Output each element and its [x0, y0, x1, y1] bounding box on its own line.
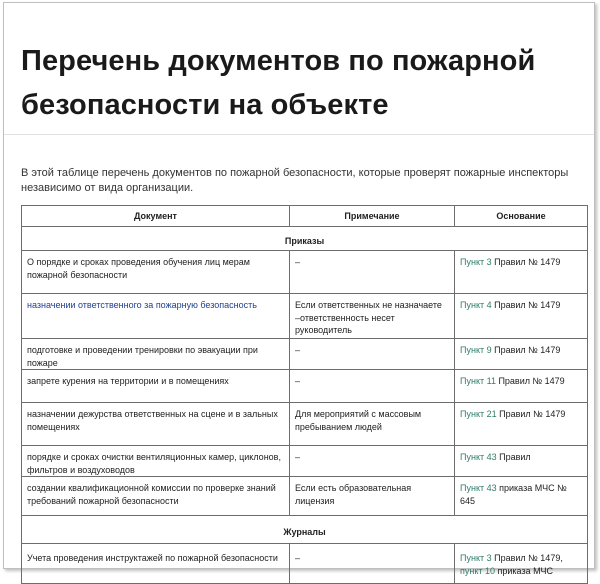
basis-link[interactable]: Пункт 3 — [460, 553, 492, 563]
cell-document: подготовке и проведении тренировки по эвакуации при пожаре — [22, 339, 290, 370]
cell-basis — [455, 370, 588, 403]
table-row — [22, 339, 588, 370]
table-row — [22, 446, 588, 477]
cell-basis — [455, 477, 588, 516]
cell-note: – — [290, 446, 455, 477]
cell-note: – — [290, 544, 455, 584]
basis-link[interactable]: Пункт 43 — [460, 483, 497, 493]
basis-text: Правил — [496, 452, 531, 462]
basis-text: Правил № 1479 — [496, 409, 566, 419]
cell-note: Если есть образовательная лицензия — [290, 477, 455, 516]
basis-text-2: приказа МЧС — [495, 565, 553, 576]
table-row — [22, 544, 588, 584]
table-row — [22, 251, 588, 294]
table-row — [22, 403, 588, 446]
cell-basis — [455, 544, 588, 584]
basis-text: Правил № 1479 — [491, 345, 561, 355]
basis-link[interactable]: Пункт 4 — [460, 300, 492, 310]
title-divider — [4, 134, 594, 135]
header-note: Примечание — [290, 206, 455, 227]
cell-note: – — [290, 370, 455, 403]
basis-link[interactable]: Пункт 11 — [460, 376, 496, 386]
cell-document: порядке и сроках очистки вентиляционных камер, циклонов, фильтров и воздуховодов — [22, 446, 290, 477]
table-header-row — [22, 206, 588, 227]
basis-text: Правил № 1479, — [491, 553, 563, 563]
basis-link[interactable]: Пункт 21 — [460, 409, 497, 419]
section-row-orders — [22, 227, 588, 251]
section-row-journals — [22, 516, 588, 544]
table-row — [22, 294, 588, 339]
cell-basis — [455, 294, 588, 339]
cell-document: создании квалификационной комиссии по проверке знаний требований пожарной безопасности — [22, 477, 290, 516]
intro-text: В этой таблице перечень документов по пожарной безопасности, которые проверят пожарные инспекторы независимо от вида организации. — [21, 167, 569, 194]
basis-text: приказа МЧС № 645 — [460, 483, 567, 506]
basis-link[interactable]: Пункт 3 — [460, 257, 492, 267]
cell-basis — [455, 251, 588, 294]
header-basis: Основание — [455, 206, 588, 227]
document-frame — [3, 2, 595, 576]
basis-text: Правил № 1479 — [491, 257, 561, 267]
cell-basis — [455, 339, 588, 370]
cell-note: Если ответственных не назначаете –ответственность несет руководитель — [290, 294, 455, 339]
cell-document: назначении дежурства ответственных на сцене и в зальных помещениях — [22, 403, 290, 446]
title-line-1: Перечень документов по пожарной — [21, 45, 536, 77]
cell-basis — [455, 446, 588, 477]
cell-note: – — [290, 339, 455, 370]
cell-document: О порядке и сроках проведения обучения лиц мерам пожарной безопасности — [22, 251, 290, 294]
header-document: Документ — [22, 206, 290, 227]
cell-document: запрете курения на территории и в помещениях — [22, 370, 290, 403]
documents-table — [21, 205, 588, 584]
cell-basis — [455, 403, 588, 446]
table-row — [22, 477, 588, 516]
cell-document: Учета проведения инструктажей по пожарной безопасности — [22, 544, 290, 584]
title-line-2: безопасности на объекте — [21, 89, 389, 121]
basis-link[interactable]: Пункт 43 — [460, 452, 497, 462]
basis-link[interactable]: Пункт 9 — [460, 345, 492, 355]
section-orders: Приказы — [22, 227, 588, 251]
document-link[interactable]: назначении ответственного за пожарную безопасность — [27, 300, 257, 310]
basis-text: Правил № 1479 — [491, 300, 561, 310]
section-journals: Журналы — [22, 516, 588, 544]
cell-document — [22, 294, 290, 339]
basis-text: Правил № 1479 — [495, 376, 565, 386]
cell-note: Для мероприятий с массовым пребыванием людей — [290, 403, 455, 446]
page-title — [21, 39, 581, 127]
table-row — [22, 370, 588, 403]
cell-note: – — [290, 251, 455, 294]
basis-link-2[interactable]: пункт 10 — [460, 565, 496, 576]
